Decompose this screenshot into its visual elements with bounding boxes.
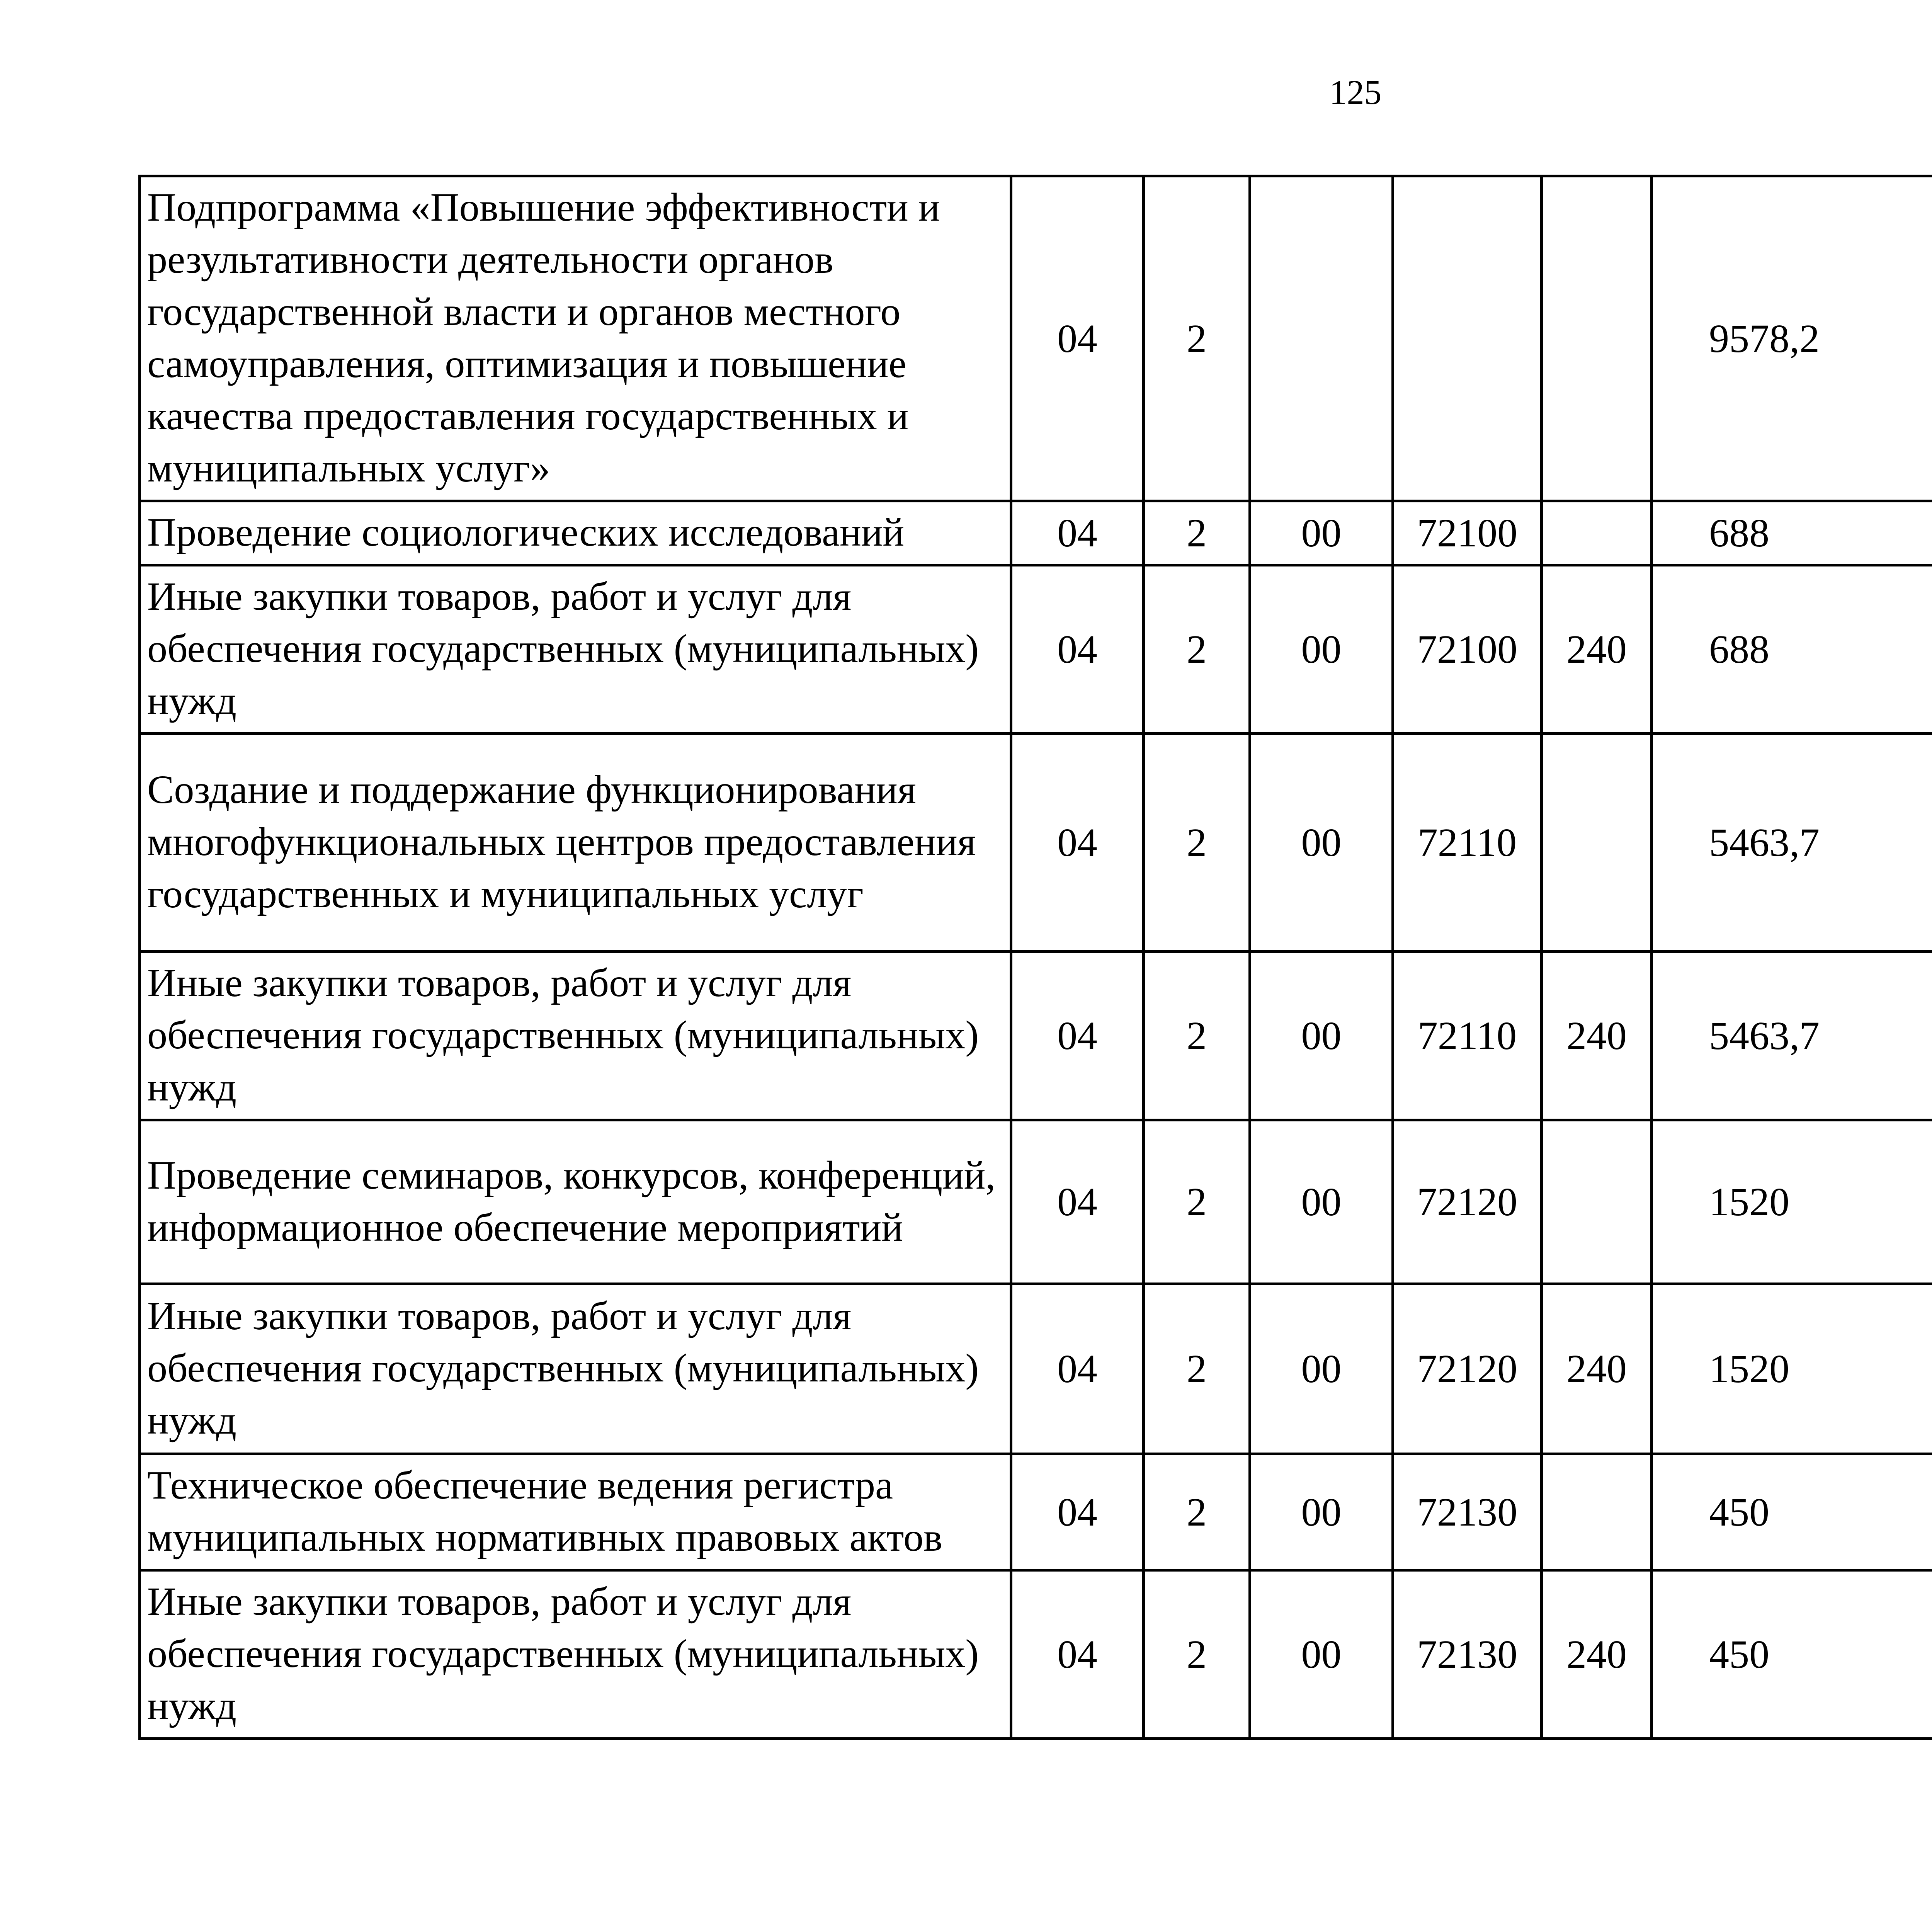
code-expense-type [1542,501,1652,565]
code-item: 72110 [1393,734,1542,952]
code-expense-type: 240 [1542,1570,1652,1739]
table-row [140,734,1932,952]
table-row [140,501,1932,565]
row-name: Техническое обеспечение ведения регистра муниципальных нормативных правовых актов [140,1454,1011,1570]
code-section: 04 [1011,734,1144,952]
code-program: 2 [1144,1284,1250,1454]
amount-1: 5463,7 [1652,734,1932,952]
code-item: 72100 [1393,501,1542,565]
amount-1: 688 [1652,501,1932,565]
code-program: 2 [1144,501,1250,565]
code-subcode [1250,176,1393,501]
amount-1: 5463,7 [1652,952,1932,1120]
row-name: Подпрограмма «Повышение эффективности и результативности деятельности органов государственной власти и органов местного самоуправления, оптимизация и повышение качества предоставления государственных и муниципальных услуг» [140,176,1011,501]
code-subcode: 00 [1250,1120,1393,1284]
code-item: 72130 [1393,1454,1542,1570]
code-item: 72130 [1393,1570,1542,1739]
code-program: 2 [1144,1454,1250,1570]
amount-1: 1520 [1652,1284,1932,1454]
code-subcode: 00 [1250,1284,1393,1454]
code-program: 2 [1144,1120,1250,1284]
table-row [140,1454,1932,1570]
page-number: 125 [1329,73,1382,112]
row-name: Создание и поддержание функционирования многофункциональных центров предоставления государственных и муниципальных услуг [140,734,1011,952]
code-subcode: 00 [1250,501,1393,565]
code-expense-type: 240 [1542,1284,1652,1454]
amount-1: 450 [1652,1570,1932,1739]
code-section: 04 [1011,952,1144,1120]
row-name: Проведение семинаров, конкурсов, конференций, информационное обеспечение мероприятий [140,1120,1011,1284]
code-section: 04 [1011,1570,1144,1739]
amount-1: 688 [1652,565,1932,734]
amount-1: 1520 [1652,1120,1932,1284]
table-row [140,1120,1932,1284]
code-expense-type [1542,1454,1652,1570]
code-item: 72100 [1393,565,1542,734]
row-name: Иные закупки товаров, работ и услуг для обеспечения государственных (муниципальных) нужд [140,952,1011,1120]
code-subcode: 00 [1250,952,1393,1120]
code-program: 2 [1144,734,1250,952]
row-name: Иные закупки товаров, работ и услуг для обеспечения государственных (муниципальных) нужд [140,1570,1011,1739]
code-program: 2 [1144,1570,1250,1739]
code-section: 04 [1011,1284,1144,1454]
code-item: 72120 [1393,1120,1542,1284]
table-row [140,565,1932,734]
table-row [140,1284,1932,1454]
code-item: 72110 [1393,952,1542,1120]
amount-1: 450 [1652,1454,1932,1570]
row-name: Иные закупки товаров, работ и услуг для обеспечения государственных (муниципальных) нужд [140,565,1011,734]
code-section: 04 [1011,1120,1144,1284]
code-section: 04 [1011,176,1144,501]
code-subcode: 00 [1250,734,1393,952]
code-expense-type [1542,734,1652,952]
code-program: 2 [1144,565,1250,734]
code-program: 2 [1144,952,1250,1120]
code-expense-type [1542,176,1652,501]
code-section: 04 [1011,501,1144,565]
table-row [140,952,1932,1120]
table-row [140,1570,1932,1739]
code-expense-type: 240 [1542,565,1652,734]
code-item [1393,176,1542,501]
code-program: 2 [1144,176,1250,501]
amount-1: 9578,2 [1652,176,1932,501]
row-name: Проведение социологических исследований [140,501,1011,565]
code-expense-type: 240 [1542,952,1652,1120]
table-row [140,176,1932,501]
code-item: 72120 [1393,1284,1542,1454]
budget-table [138,175,1932,1740]
code-subcode: 00 [1250,1570,1393,1739]
code-subcode: 00 [1250,1454,1393,1570]
code-section: 04 [1011,1454,1144,1570]
code-subcode: 00 [1250,565,1393,734]
row-name: Иные закупки товаров, работ и услуг для обеспечения государственных (муниципальных) нужд [140,1284,1011,1454]
code-section: 04 [1011,565,1144,734]
code-expense-type [1542,1120,1652,1284]
